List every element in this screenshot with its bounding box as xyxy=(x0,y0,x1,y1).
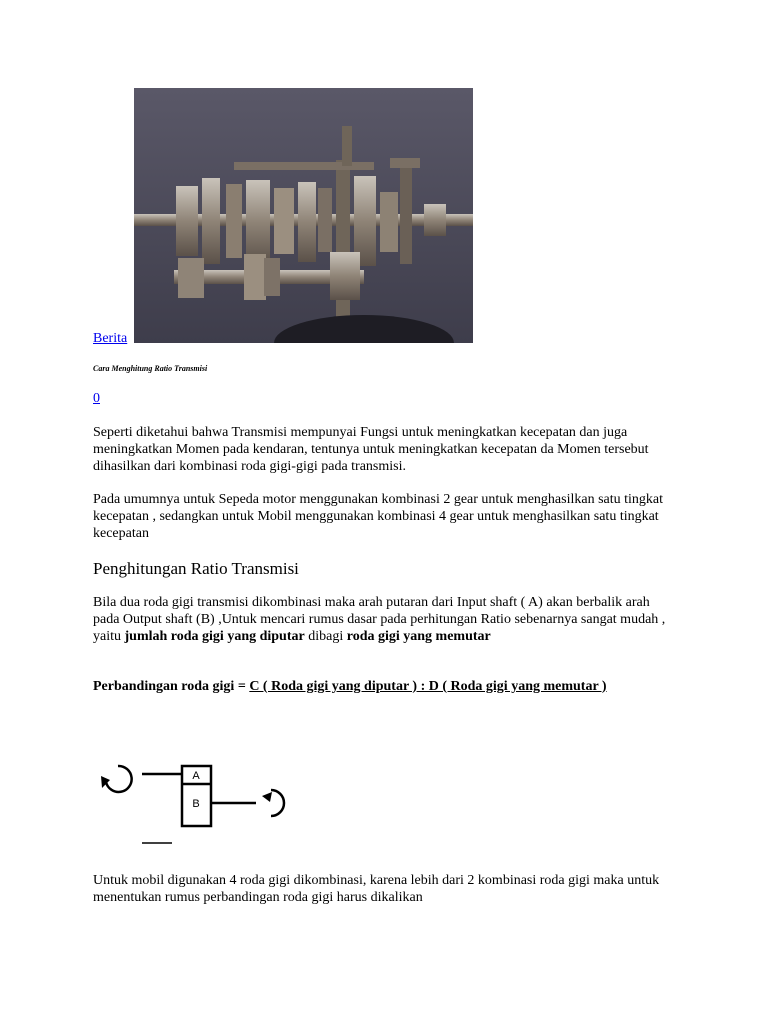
paragraph-ratio-text-2: dibagi xyxy=(304,629,347,644)
gear-label-a: A xyxy=(192,770,200,782)
post-title: Cara Menghitung Ratio Transmisi xyxy=(93,364,208,373)
gear-label-b: B xyxy=(192,798,200,810)
ratio-formula xyxy=(93,679,607,695)
section-heading: Penghitungan Ratio Transmisi xyxy=(93,559,299,578)
transmission-photo xyxy=(134,88,473,343)
paragraph-ratio-bold-1: jumlah roda gigi yang diputar xyxy=(124,629,305,644)
paragraph-ratio-text: Bila dua roda gigi transmisi dikombinasi maka arah putaran dari Input shaft ( A) akan berbalik arah pada Output shaft (B) ,Untuk mencari rumus dasar pada perhitungan Ratio sebenarnya sangat mudah , yaitu xyxy=(93,595,666,644)
gear-diagram xyxy=(96,756,316,851)
formula-lead: Perbandingan roda gigi = xyxy=(93,679,250,694)
paragraph-ratio xyxy=(93,594,673,645)
category-link[interactable]: Berita xyxy=(93,331,128,346)
paragraph-car: Untuk mobil digunakan 4 roda gigi dikombinasi, karena lebih dari 2 kombinasi roda gigi maka untuk menentukan rumus perbandingan roda gigi harus dikalikan xyxy=(93,873,660,905)
formula-expression: C ( Roda gigi yang diputar ) : D ( Roda gigi yang memutar ) xyxy=(249,679,607,694)
paragraph-ratio-bold-2: roda gigi yang memutar xyxy=(346,629,491,644)
rotation-arrow-input-icon xyxy=(106,766,132,792)
comment-count-link[interactable]: 0 xyxy=(93,391,100,406)
paragraph-gears: Pada umumnya untuk Sepeda motor menggunakan kombinasi 2 gear untuk menghasilkan satu tingkat kecepatan , sedangkan untuk Mobil menggunakan kombinasi 4 gear untuk menghasilkan satu tingkat kecepatan xyxy=(93,492,664,541)
rotation-arrow-output-icon xyxy=(271,790,284,816)
paragraph-intro: Seperti diketahui bahwa Transmisi mempunyai Fungsi untuk meningkatkan kecepatan dan juga meningkatkan Momen pada kendaran, tentunya untuk meningkatkan kecepatan da Momen tersebut dihasilkan dari kombinasi roda gigi-gigi pada transmisi. xyxy=(93,425,649,474)
